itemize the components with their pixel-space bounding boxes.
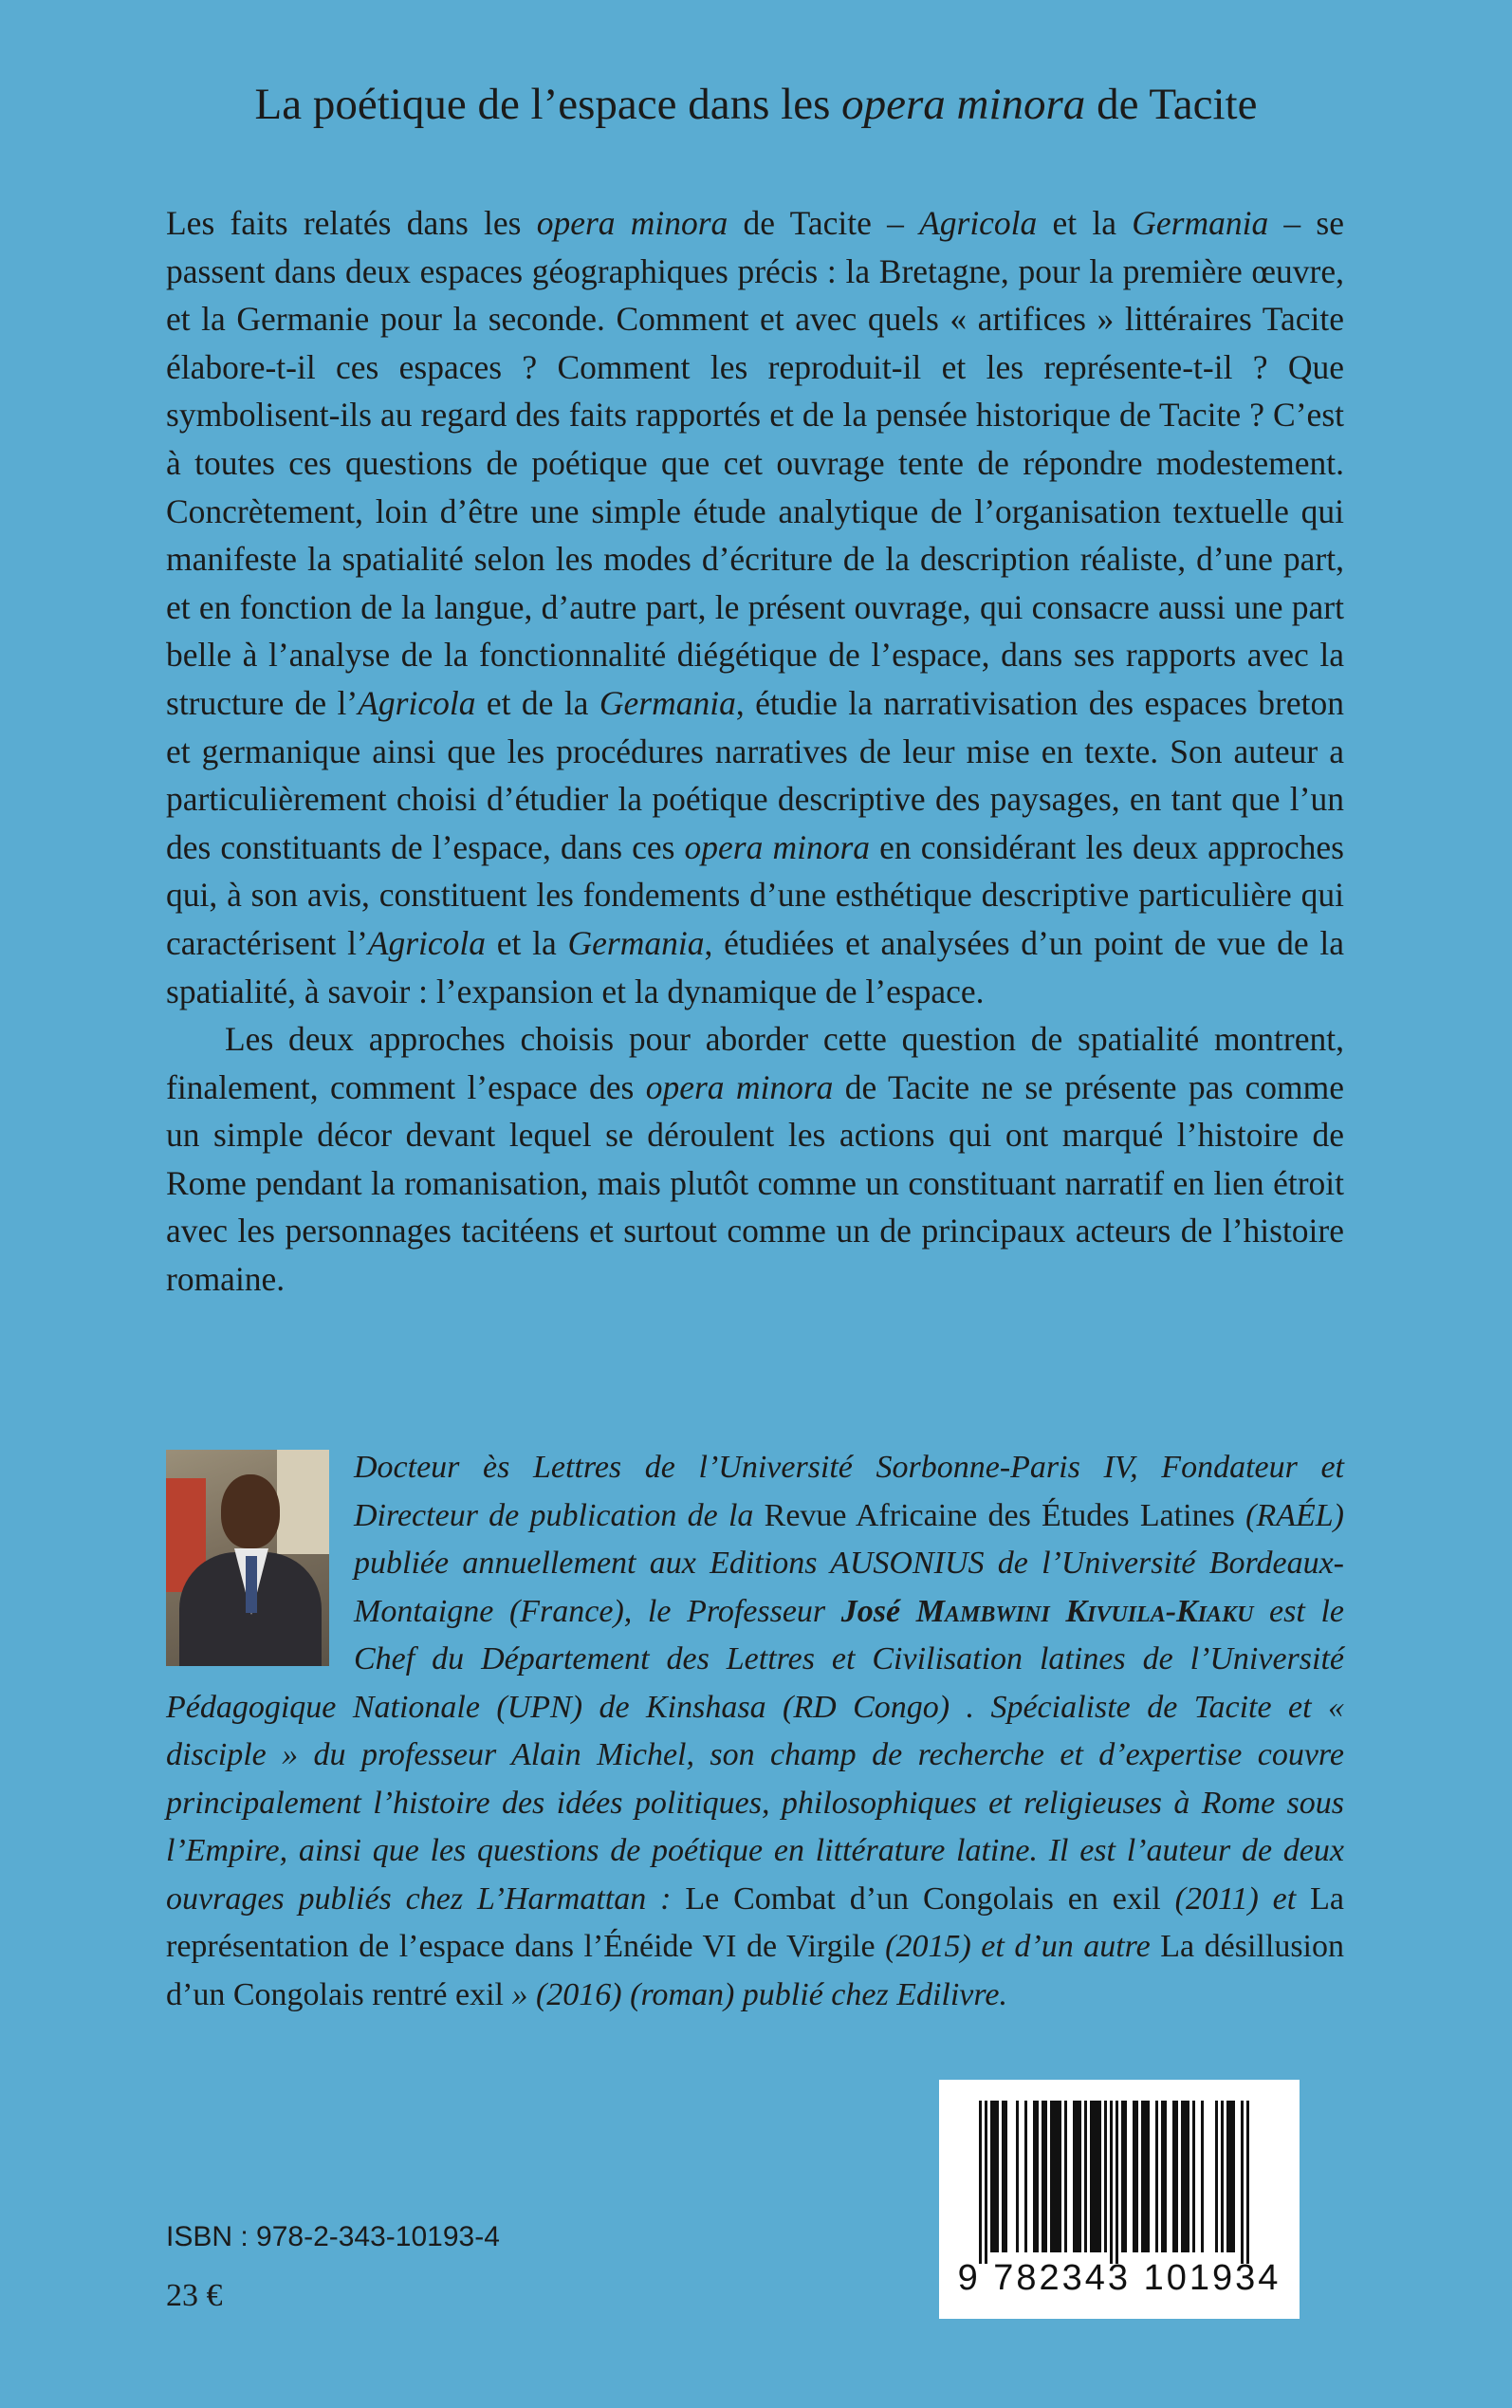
synopsis-paragraph-1	[166, 199, 1344, 1015]
bio-text: (RAÉL) publiée annuellement aux Editions AUSONIUS de l’Université Bordeaux-Montaigne (France), le Professeur	[354, 1497, 1344, 1629]
bio-text: est le Chef du Département des Lettres et Civilisation latines de l’Université Pédagogique Nationale (UPN) de Kinshasa (RD Congo) . Spécialiste de Tacite et « disciple » du professeur Alain Michel, son champ de recherche et d’expertise couvre principalement l’histoire des idées politiques, philosophiques et religieuses à Rome sous l’Empire, ainsi que les questions de poétique en littérature latine. Il est l’auteur de deux ouvrages publiés chez L’Harmattan :	[166, 1593, 1344, 1917]
author-last-name: Mambwini Kivuila-Kiaku	[915, 1593, 1254, 1629]
barcode-bar	[1016, 2101, 1019, 2252]
barcode-bar	[1181, 2101, 1184, 2252]
barcode-bar	[1036, 2101, 1039, 2252]
book-title-ref: Le Combat d’un Congolais en exil	[685, 1880, 1161, 1917]
text-run: et de la	[475, 683, 599, 722]
book-title-ref: La désillusion d’un Congolais rentré exil	[166, 1929, 1344, 2012]
barcode-bar	[1192, 2101, 1195, 2252]
barcode-bar	[1104, 2101, 1107, 2252]
title-text-end: de Tacite	[1085, 80, 1258, 129]
barcode-bar	[1141, 2101, 1144, 2252]
barcode-bar	[1079, 2101, 1081, 2252]
barcode	[939, 2080, 1300, 2319]
italic-run: Germania	[567, 923, 705, 962]
bio-text: (2011) et	[1160, 1880, 1311, 1917]
barcode-bar	[1184, 2101, 1187, 2252]
barcode-bar	[993, 2101, 996, 2252]
price-label: 23 €	[166, 2278, 223, 2313]
barcode-bar	[1121, 2101, 1124, 2252]
synopsis-paragraph-2	[166, 1015, 1344, 1304]
author-bio	[166, 1444, 1344, 2019]
barcode-bar	[1201, 2101, 1204, 2252]
italic-run: Germania	[599, 683, 736, 722]
barcode-bar	[1056, 2101, 1059, 2252]
text-run: en considérant les deux approches qui, à son avis, constituent les fondements d’une esthétique descriptive particulière qui caractérisent l’	[166, 827, 1344, 962]
barcode-bar	[1053, 2101, 1056, 2252]
barcode-bar	[1241, 2101, 1244, 2264]
italic-run: Agricola	[358, 683, 476, 722]
barcode-bar	[1093, 2101, 1096, 2252]
italic-run: Germania	[1132, 204, 1269, 242]
book-title-ref: La représentation de l’espace dans l’Énéide VI de Virgile	[166, 1880, 1344, 1964]
journal-title: Revue Africaine des Études Latines	[764, 1497, 1235, 1533]
barcode-bar	[1050, 2101, 1053, 2252]
italic-run: Agricola	[367, 923, 487, 962]
title-italic: opera minora	[841, 80, 1086, 129]
barcode-bar	[990, 2101, 993, 2252]
barcode-bar	[1124, 2101, 1127, 2252]
barcode-bar	[1042, 2101, 1044, 2252]
text-run: , étudie la narrativisation des espaces breton et germanique ainsi que les procédures narratives de leur mise en texte. Son auteur a particulièrement choisi d’étudier la poétique descriptive des paysages, en tant que l’un des constituants de l’espace, dans ces	[166, 683, 1345, 866]
barcode-bar	[1135, 2101, 1138, 2252]
barcode-bar	[1076, 2101, 1079, 2252]
photo-background-light	[277, 1450, 329, 1554]
barcode-bar	[1073, 2101, 1076, 2252]
barcode-bar	[1024, 2101, 1027, 2252]
barcode-bar	[1246, 2101, 1249, 2264]
barcode-bar	[1096, 2101, 1098, 2252]
barcode-bar	[1090, 2101, 1093, 2252]
isbn-label: ISBN : 978-2-343-10193-4	[166, 2221, 500, 2252]
title-text: La poétique de l’espace dans les	[254, 80, 842, 129]
text-run: de Tacite ne se présente pas comme un simple décor devant lequel se déroulent les actions qui ont marqué l’histoire de Rome pendant la romanisation, mais plutôt comme un constituant narratif en lien étroit avec les personnages tacitéens et surtout comme un de principaux acteurs de l’histoire romaine.	[166, 1067, 1344, 1299]
barcode-bar	[1164, 2101, 1167, 2252]
italic-run: opera minora	[684, 827, 871, 866]
bio-text: Docteur ès Lettres de l’Université Sorbonne-Paris IV, Fondateur et Directeur de publication de la	[354, 1450, 1344, 1533]
barcode-bar	[1161, 2101, 1164, 2252]
barcode-bar	[1133, 2101, 1135, 2252]
barcode-bar	[1175, 2101, 1178, 2252]
barcode-digits: 9 782343 101934	[957, 2258, 1282, 2298]
barcode-bar	[1229, 2101, 1232, 2252]
barcode-bar	[1172, 2101, 1175, 2252]
barcode-bar	[1005, 2101, 1007, 2252]
barcode-bar	[1147, 2101, 1150, 2252]
barcode-bar	[1098, 2101, 1101, 2252]
text-run: et la	[486, 923, 568, 962]
italic-run: opera minora	[536, 204, 728, 242]
barcode-bar	[1110, 2101, 1113, 2264]
text-run: , étudiées et analysées d’un point de vue de la spatialité, à savoir : l’expansion et la dynamique de l’espace.	[166, 923, 1344, 1010]
barcode-bar	[1155, 2101, 1158, 2252]
barcode-bar	[979, 2101, 982, 2264]
text-run: Les faits relatés dans les	[166, 204, 537, 242]
text-run: Les deux approches choisis pour aborder cette question de spatialité montrent, finalement, comment l’espace des	[166, 1020, 1344, 1106]
barcode-bar	[1226, 2101, 1229, 2252]
barcode-bar	[1215, 2101, 1218, 2252]
author-name	[841, 1594, 1254, 1629]
author-photo	[166, 1450, 329, 1666]
italic-run: Agricola	[919, 204, 1038, 242]
barcode-bar	[1002, 2101, 1005, 2252]
barcode-bar	[1084, 2101, 1087, 2252]
photo-tie	[246, 1556, 257, 1613]
synopsis	[166, 199, 1344, 1304]
barcode-bar	[1059, 2101, 1061, 2252]
barcode-bar	[1144, 2101, 1147, 2252]
barcode-bar	[1221, 2101, 1224, 2252]
text-run: – se passent dans deux espaces géographiques précis : la Bretagne, pour la première œuvre, et la Germanie pour la seconde. Comment et avec quels « artifices » littéraires Tacite élabore-t-il ces espaces ? Comment les reproduit-il et les représente-t-il ? Que symbolisent-ils au regard des faits rapportés et de la pensée historique de Tacite ? C’est à toutes ces questions de poétique que cet ouvrage tente de répondre modestement. Concrètement, loin d’être une simple étude analytique de l’organisation textuelle qui manifeste la spatialité selon les modes d’écriture de la description réaliste, d’une part, et en fonction de la langue, d’autre part, le présent ouvrage, qui consacre aussi une part belle à l’analyse de la fonctionnalité diégétique de l’espace, dans ses rapports avec la structure de l’	[166, 204, 1344, 722]
barcode-bar	[1064, 2101, 1067, 2252]
book-title	[0, 78, 1512, 131]
photo-head	[221, 1474, 280, 1548]
barcode-bar	[1187, 2101, 1189, 2252]
bio-text: (2015) et d’un autre	[875, 1929, 1161, 1964]
barcode-bar	[1232, 2101, 1235, 2252]
author-first-name: José	[840, 1593, 916, 1629]
barcode-bar	[1116, 2101, 1118, 2264]
italic-run: opera minora	[645, 1067, 834, 1106]
barcode-bar	[1033, 2101, 1036, 2252]
bio-text: » (2016) (roman) publié chez Edilivre.	[503, 1976, 1007, 2012]
barcode-bar	[985, 2101, 987, 2264]
text-run: et la	[1037, 204, 1133, 242]
barcode-bar	[996, 2101, 999, 2252]
barcode-bar	[1044, 2101, 1047, 2252]
text-run: de Tacite –	[728, 204, 920, 242]
